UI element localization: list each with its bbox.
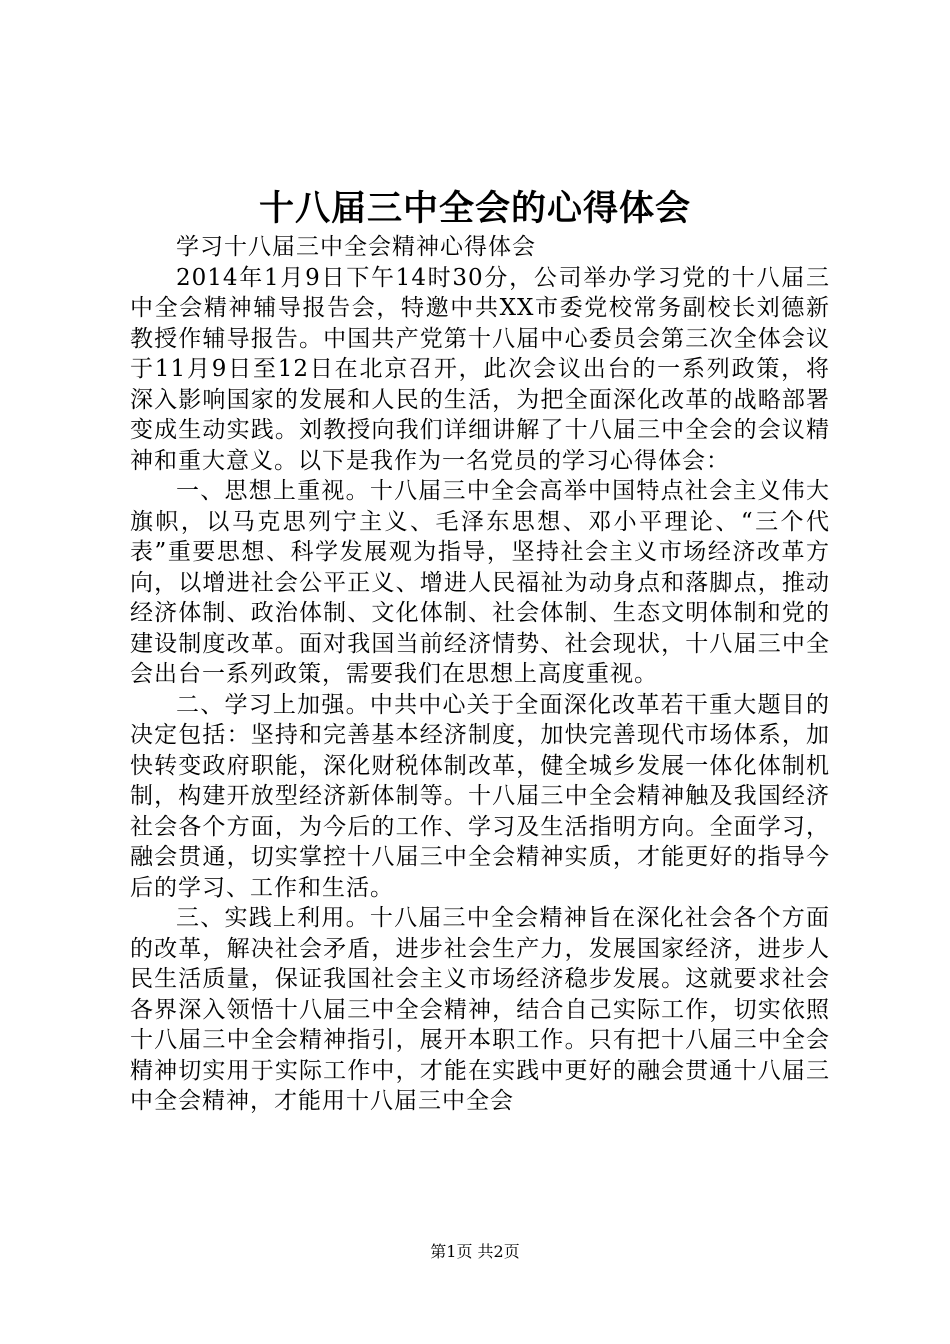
document-body bbox=[130, 232, 830, 1117]
paragraph-point-2: 二、学习上加强。中共中心关于全面深化改革若干重大题目的决定包括：坚持和完善基本经济制度，加快完善现代市场体系，加快转变政府职能，深化财税体制改革，健全城乡发展一体化体制机制，构建开放型经济新体制等。十八届三中全会精神触及我国经济社会各个方面，为今后的工作、学习及生活指明方向。全面学习，融会贯通，切实掌控十八届三中全会精神实质，才能更好的指导今后的学习、工作和生活。 bbox=[130, 691, 830, 901]
paragraph-point-3: 三、实践上利用。十八届三中全会精神旨在深化社会各个方面的改革，解决社会矛盾，进步社会生产力，发展国家经济，进步人民生活质量，保证我国社会主义市场经济稳步发展。这就要求社会各界深入领悟十八届三中全会精神，结合自己实际工作，切实依照十八届三中全会精神指引，展开本职工作。只有把十八届三中全会精神切实用于实际工作中，才能在实践中更好的融会贯通十八届三中全会精神，才能用十八届三中全会 bbox=[130, 905, 830, 1114]
document-title: 十八届三中全会的心得体会 bbox=[258, 188, 691, 229]
paragraph-point-1: 一、思想上重视。十八届三中全会高举中国特点社会主义伟大旗帜，以马克思列宁主义、毛泽东思想、邓小平理论、“三个代表”重要思想、科学发展观为指导，坚持社会主义市场经济改革方向，以增进社会公平正义、增进人民福祉为动身点和落脚点，推动经济体制、政治体制、文化体制、社会体制、生态文明体制和党的建设制度改革。面对我国当前经济情势、社会现状，十八届三中全会出台一系列政策，需要我们在思想上高度重视。 bbox=[130, 478, 830, 687]
paragraph-intro: 2014年1月9日下午14时30分，公司举办学习党的十八届三中全会精神辅导报告会，特邀中共XX市委党校常务副校长刘德新教授作辅导报告。中国共产党第十八届中心委员会第三次全体会议于11月9日至12日在北京召开，此次会议出台的一系列政策，将深入影响国家的发展和人民的生活，为把全面深化改革的战略部署变成生动实践。刘教授向我们详细讲解了十八届三中全会的会议精神和重大意义。以下是我作为一名党员的学习心得体会： bbox=[130, 264, 830, 474]
paragraph-subtitle: 学习十八届三中全会精神心得体会 bbox=[176, 234, 536, 260]
page-footer: 第1页 共2页 bbox=[430, 1242, 520, 1261]
